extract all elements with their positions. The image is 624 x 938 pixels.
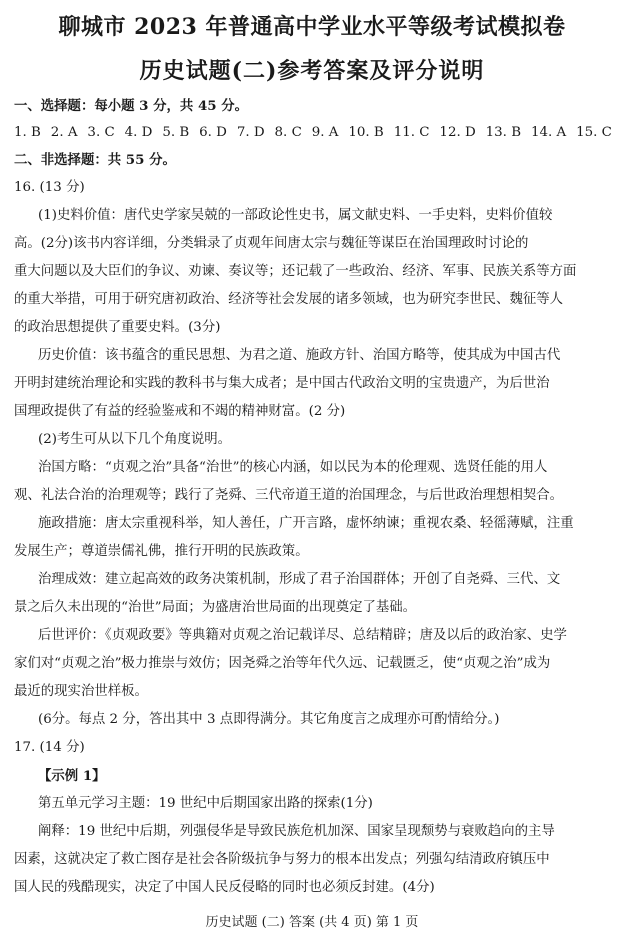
choice-answers-row xyxy=(14,123,612,143)
q16-text-line: 观、礼法合治的治理观等；践行了尧舜、三代帝道王道的治国理念，与后世政治理想相契合。 xyxy=(14,488,564,503)
section2-heading: 二、非选择题：共 55 分。 xyxy=(14,152,176,168)
q16-number: 16. (13 分) xyxy=(14,180,85,195)
answer-item: 2. A xyxy=(50,125,78,140)
answer-item: 7. D xyxy=(236,125,265,140)
q16-text-line: 施政措施：唐太宗重视科举，知人善任，广开言路，虚怀纳谏；重视农桑、轻徭薄赋，注重 xyxy=(38,516,574,531)
q17-text-line: 第五单元学习主题：19 世纪中后期国家出路的探索(1分) xyxy=(38,796,373,811)
q17-text-line: 阐释：19 世纪中后期，列强侵华是导致民族危机加深、国家呈现颓势与衰败趋向的主导 xyxy=(38,824,555,839)
section1-heading: 一、选择题：每小题 3 分，共 45 分。 xyxy=(14,98,249,114)
answer-item: 13. B xyxy=(485,125,522,140)
q16-text-line: (1)史料价值：唐代史学家吴兢的一部政论性史书，属文献史料、一手史料，史料价值较 xyxy=(38,208,553,223)
q16-text-line: 最近的现实治世样板。 xyxy=(14,684,148,699)
q16-text-line: 家们对“贞观之治”极力推崇与效仿；因尧舜之治等年代久远、记载匮乏，使“贞观之治”成为 xyxy=(14,656,551,671)
q17-text-line: 国人民的残酷现实，决定了中国人民反侵略的同时也必须反封建。(4分) xyxy=(14,880,435,895)
q16-text-line: 发展生产；尊道崇儒礼佛，推行开明的民族政策。 xyxy=(14,544,309,559)
answer-item: 10. B xyxy=(348,125,384,140)
q16-text-line: 治理成效：建立起高效的政务决策机制，形成了君子治国群体；开创了自尧舜、三代、文 xyxy=(38,572,561,587)
answer-item: 9. A xyxy=(311,125,339,140)
q17-number: 17. (14 分) xyxy=(14,740,85,755)
page-subtitle: 历史试题(二)参考答案及评分说明 xyxy=(139,58,485,84)
q16-text-line: (2)考生可从以下几个角度说明。 xyxy=(38,432,232,447)
q16-text-line: 景之后久未出现的“治世”局面；为盛唐治世局面的出现奠定了基础。 xyxy=(14,600,417,615)
answer-item: 8. C xyxy=(274,125,302,140)
q16-text-line: 高。(2分)该书内容详细，分类辑录了贞观年间唐太宗与魏征等谋臣在治国理政时讨论的 xyxy=(14,236,529,251)
answer-item: 1. B xyxy=(14,125,41,140)
q17-text-line: 因素，这就决定了救亡图存是社会各阶级抗争与努力的根本出发点；列强勾结清政府镇压中 xyxy=(14,852,550,867)
q16-text-line: 国理政提供了有益的经验鉴戒和不竭的精神财富。(2 分) xyxy=(14,404,346,419)
q16-text-line: 历史价值：该书蕴含的重民思想、为君之道、施政方针、治国方略等，使其成为中国古代 xyxy=(38,348,561,363)
answer-item: 4. D xyxy=(124,125,153,140)
q16-text-line: 治国方略：“贞观之治”具备“治世”的核心内涵，如以民为本的伦理观、选贤任能的用人 xyxy=(38,460,548,475)
page-footer: 历史试题 (二) 答案 (共 4 页) 第 1 页 xyxy=(205,915,419,930)
q16-text-line: 的重大举措，可用于研究唐初政治、经济等社会发展的诸多领域，也为研究李世民、魏征等人 xyxy=(14,292,564,307)
answer-item: 6. D xyxy=(199,125,227,140)
answer-item: 3. C xyxy=(87,125,115,140)
q16-text-line: 的政治思想提供了重要史料。(3分) xyxy=(14,320,221,335)
q16-text-line: 开明封建统治理论和实践的教科书与集大成者；是中国古代政治文明的宝贵遗产，为后世治 xyxy=(14,376,550,391)
q16-scoring-note: (6分。每点 2 分，答出其中 3 点即得满分。其它角度言之成理亦可酌情给分。) xyxy=(38,712,500,727)
answer-item: 11. C xyxy=(393,125,430,140)
answer-item: 5. B xyxy=(162,125,190,140)
answer-item: 15. C xyxy=(576,125,612,140)
q16-text-line: 后世评价：《贞观政要》等典籍对贞观之治记载详尽、总结精辟；唐及以后的政治家、史学 xyxy=(38,628,567,643)
answer-item: 14. A xyxy=(530,125,567,140)
page-title: 聊城市 2023 年普通高中学业水平等级考试模拟卷 xyxy=(58,14,566,40)
q16-text-line: 重大问题以及大臣们的争议、劝谏、奏议等；还记载了一些政治、经济、军事、民族关系等方面 xyxy=(14,264,577,279)
q17-example-label: 【示例 1】 xyxy=(38,768,106,784)
answer-item: 12. D xyxy=(439,125,476,140)
